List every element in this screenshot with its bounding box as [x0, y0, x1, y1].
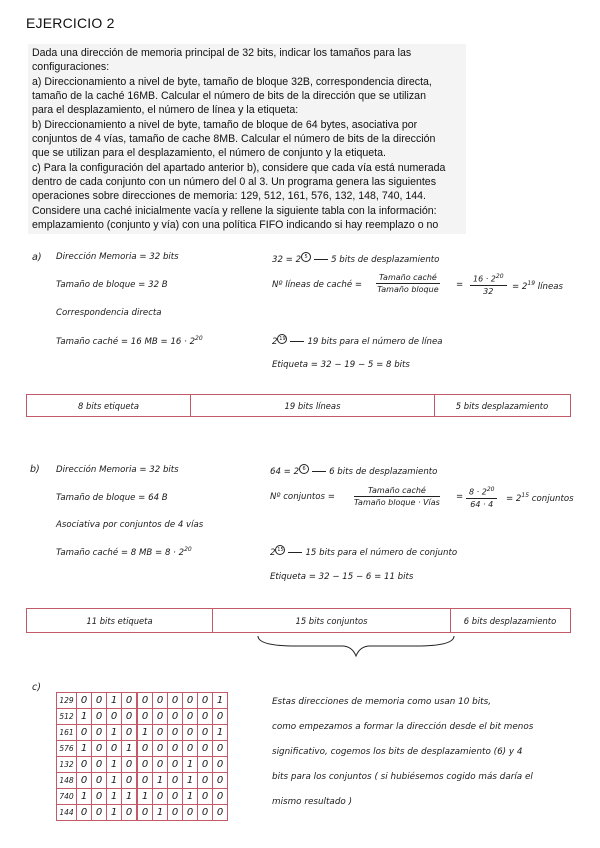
part-a-mapping: Correspondencia directa — [56, 308, 162, 318]
address-cell: 576 — [57, 741, 77, 757]
bit-cell: 0 — [213, 757, 228, 773]
table-row — [57, 805, 228, 821]
bit-cell: 1 — [183, 773, 198, 789]
bit-cell: 0 — [92, 725, 107, 741]
statement-line: dentro de cada conjunto con un número del 0 al 3. Un programa genera las siguientes — [32, 176, 437, 189]
bit-cell: 0 — [168, 789, 183, 805]
table-row — [57, 741, 228, 757]
bit-cell: 0 — [92, 789, 107, 805]
bit-cell: 0 — [77, 693, 92, 709]
bit-cell: 0 — [92, 709, 107, 725]
part-a-address: Dirección Memoria = 32 bits — [56, 252, 179, 262]
bit-cell: 0 — [153, 741, 168, 757]
bit-cell: 0 — [168, 693, 183, 709]
bit-cell: 1 — [107, 693, 122, 709]
statement-line: conjuntos de 4 vías, tamaño de cache 8MB. Calcular el número de bits de la dirección — [32, 133, 436, 146]
address-cell: 740 — [57, 789, 77, 805]
statement-line: operaciones sobre direcciones de memoria: 129, 512, 161, 576, 132, 148, 740, 144. — [32, 190, 427, 203]
tag-field: 11 bits etiqueta — [27, 609, 213, 632]
bit-cell: 0 — [122, 709, 138, 725]
line-field: 19 bits líneas — [191, 395, 435, 416]
bit-cell: 0 — [77, 725, 92, 741]
bit-cell: 0 — [92, 741, 107, 757]
bit-cell: 1 — [213, 693, 228, 709]
address-cell: 161 — [57, 725, 77, 741]
statement-line: configuraciones: — [32, 61, 110, 74]
bit-cell: 1 — [107, 789, 122, 805]
address-cell: 129 — [57, 693, 77, 709]
bit-cell: 0 — [183, 693, 198, 709]
bit-cell: 0 — [213, 789, 228, 805]
part-b-sets-values: $\frac{8 \cdot 2^{20}}{64 \cdot 4}$ — [466, 486, 497, 509]
bit-cell: 0 — [183, 709, 198, 725]
part-b-cache-size: Tamaño caché = 8 MB = $8 \cdot 2^{20}$ — [56, 546, 192, 558]
bit-cell: 0 — [77, 805, 92, 821]
bit-cell: 0 — [107, 741, 122, 757]
bit-cell: 0 — [198, 709, 213, 725]
statement-line: c) Para la configuración del apartado anterior b), considere que cada vía está numerada — [32, 161, 446, 174]
table-row — [57, 757, 228, 773]
table-row — [57, 773, 228, 789]
bit-cell: 1 — [153, 805, 168, 821]
bit-cell: 1 — [122, 741, 138, 757]
address-cell: 132 — [57, 757, 77, 773]
part-a-equals: = — [456, 280, 464, 290]
bit-cell: 1 — [137, 725, 153, 741]
bit-cell: 0 — [153, 789, 168, 805]
bit-cell: 0 — [92, 773, 107, 789]
part-a-tag-eq: Etiqueta = 32 − 19 − 5 = 8 bits — [272, 360, 410, 370]
brace-icon — [256, 634, 456, 658]
bit-cell: 0 — [198, 773, 213, 789]
bit-cell: 0 — [137, 757, 153, 773]
bit-cell: 0 — [213, 773, 228, 789]
part-b-address-format — [26, 608, 571, 633]
bit-cell: 0 — [168, 805, 183, 821]
bit-cell: 0 — [122, 773, 138, 789]
note-line: bits para los conjuntos ( si hubiésemos cogido más daría el — [272, 772, 533, 782]
address-cell: 512 — [57, 709, 77, 725]
note-line: mismo resultado ) — [272, 797, 353, 807]
part-b-sets-fraction: Tamaño caché Tamaño bloque · Vías — [354, 486, 440, 507]
part-a-line-bits-eq: 2 $^{19}$ 19 bits para el número de línea — [272, 336, 443, 347]
bit-cell: 0 — [168, 773, 183, 789]
part-b-address: Dirección Memoria = 32 bits — [56, 465, 179, 475]
bit-cell: 0 — [137, 693, 153, 709]
binary-address-table — [56, 692, 228, 821]
part-b-associativity: Asociativa por conjuntos de 4 vías — [56, 520, 204, 530]
bit-cell: 1 — [153, 773, 168, 789]
part-a-offset-eq: 32 = 2 $^5$ 5 bits de desplazamiento — [272, 254, 440, 265]
bit-cell: 1 — [77, 741, 92, 757]
part-a-label: a) — [32, 252, 42, 263]
table-row — [57, 789, 228, 805]
address-cell: 148 — [57, 773, 77, 789]
bit-cell: 0 — [122, 693, 138, 709]
bit-cell: 1 — [77, 709, 92, 725]
part-c-note — [272, 690, 592, 815]
bit-cell: 0 — [198, 693, 213, 709]
bit-cell: 0 — [168, 741, 183, 757]
statement-line: emplazamiento (conjunto y vía) con una política FIFO indicando si hay reemplazo o no — [32, 219, 439, 232]
part-b-tag-eq: Etiqueta = 32 − 15 − 6 = 11 bits — [270, 572, 414, 582]
table-row — [57, 725, 228, 741]
tag-field: 8 bits etiqueta — [27, 395, 191, 416]
bit-cell: 0 — [213, 805, 228, 821]
part-a-lines-fraction: Tamaño caché Tamaño bloque — [377, 273, 439, 294]
exercise-title: EJERCICIO 2 — [26, 15, 115, 31]
part-b-set-bits-eq: 2 $^{15}$ 15 bits para el número de conjunto — [270, 547, 458, 558]
problem-statement — [28, 44, 466, 234]
part-b-sets-lhs: Nº conjuntos = — [270, 492, 335, 502]
statement-line: Considere una caché inicialmente vacía y rellene la siguiente tabla con la información: — [32, 204, 437, 217]
bit-cell: 0 — [183, 741, 198, 757]
statement-line: a) Direccionamiento a nivel de byte, tamaño de bloque 32B, correspondencia directa, — [32, 75, 432, 88]
bit-cell: 0 — [198, 757, 213, 773]
bit-cell: 0 — [137, 709, 153, 725]
statement-line: tamaño de la caché 16MB. Calcular el número de bits de la dirección que se utilizan — [32, 90, 426, 103]
statement-line: b) Direccionamiento a nivel de byte, tamaño de bloque de 64 bytes, asociativa por — [32, 118, 418, 131]
bit-cell: 0 — [92, 805, 107, 821]
bit-cell: 0 — [137, 805, 153, 821]
part-a-lines-lhs: Nº líneas de caché = — [272, 280, 363, 290]
part-a-block-size: Tamaño de bloque = 32 B — [56, 280, 168, 290]
part-b-label: b) — [30, 464, 40, 475]
bit-cell: 0 — [107, 709, 122, 725]
set-field: 15 bits conjuntos — [213, 609, 451, 632]
part-a-lines-result: = $2^{19}$ líneas — [512, 280, 564, 292]
note-line: como empezamos a formar la dirección desde el bit menos — [272, 722, 534, 732]
bit-cell: 1 — [107, 773, 122, 789]
statement-line: que se utilizan para el desplazamiento, el número de conjunto y la etiqueta. — [32, 147, 386, 160]
part-c-label: c) — [32, 682, 41, 693]
part-a-lines-values: $\frac{16 \cdot 2^{20}}{32}$ — [470, 273, 507, 296]
address-cell: 144 — [57, 805, 77, 821]
bit-cell: 0 — [198, 741, 213, 757]
bit-cell: 1 — [107, 757, 122, 773]
bit-cell: 0 — [137, 741, 153, 757]
bit-cell: 0 — [183, 725, 198, 741]
bit-cell: 1 — [107, 805, 122, 821]
bit-cell: 1 — [183, 757, 198, 773]
bit-cell: 0 — [122, 805, 138, 821]
bit-cell: 0 — [153, 757, 168, 773]
bit-cell: 0 — [198, 789, 213, 805]
bit-cell: 0 — [183, 805, 198, 821]
table-row — [57, 693, 228, 709]
part-b-equals: = — [456, 492, 464, 502]
bit-cell: 0 — [77, 773, 92, 789]
bit-cell: 0 — [168, 725, 183, 741]
bit-cell: 1 — [183, 789, 198, 805]
bit-cell: 0 — [137, 773, 153, 789]
bit-cell: 0 — [122, 757, 138, 773]
bit-cell: 0 — [153, 709, 168, 725]
statement-line: Dada una dirección de memoria principal de 32 bits, indicar los tamaños para las — [32, 47, 412, 59]
bit-cell: 0 — [122, 725, 138, 741]
bit-cell: 0 — [77, 757, 92, 773]
bit-cell: 0 — [198, 805, 213, 821]
bit-cell: 1 — [213, 725, 228, 741]
bit-cell: 1 — [122, 789, 138, 805]
part-a-cache-size: Tamaño caché = 16 MB = $16 \cdot 2^{20}$ — [56, 335, 203, 347]
bit-cell: 1 — [137, 789, 153, 805]
bit-cell: 1 — [77, 789, 92, 805]
part-b-offset-eq: 64 = 2 $^6$ 6 bits de desplazamiento — [270, 466, 438, 477]
offset-field: 6 bits desplazamiento — [463, 615, 557, 626]
bit-cell: 1 — [107, 725, 122, 741]
table-row — [57, 709, 228, 725]
bit-cell: 0 — [168, 709, 183, 725]
bit-cell: 0 — [92, 693, 107, 709]
offset-field: 5 bits desplazamiento — [455, 400, 549, 411]
bit-cell: 0 — [213, 741, 228, 757]
bit-cell: 0 — [153, 693, 168, 709]
note-line: significativo, cogemos los bits de desplazamiento (6) y 4 — [272, 747, 523, 757]
bit-cell: 0 — [92, 757, 107, 773]
bit-cell: 0 — [213, 709, 228, 725]
bit-cell: 0 — [198, 725, 213, 741]
note-line: Estas direcciones de memoria como usan 10 bits, — [272, 697, 491, 707]
statement-line: para el desplazamiento, el número de línea y la etiqueta: — [32, 104, 299, 117]
bit-cell: 0 — [168, 757, 183, 773]
part-b-block-size: Tamaño de bloque = 64 B — [56, 493, 168, 503]
part-b-sets-result: = $2^{15}$ conjuntos — [506, 492, 574, 504]
bit-cell: 0 — [153, 725, 168, 741]
part-a-address-format — [26, 394, 571, 417]
